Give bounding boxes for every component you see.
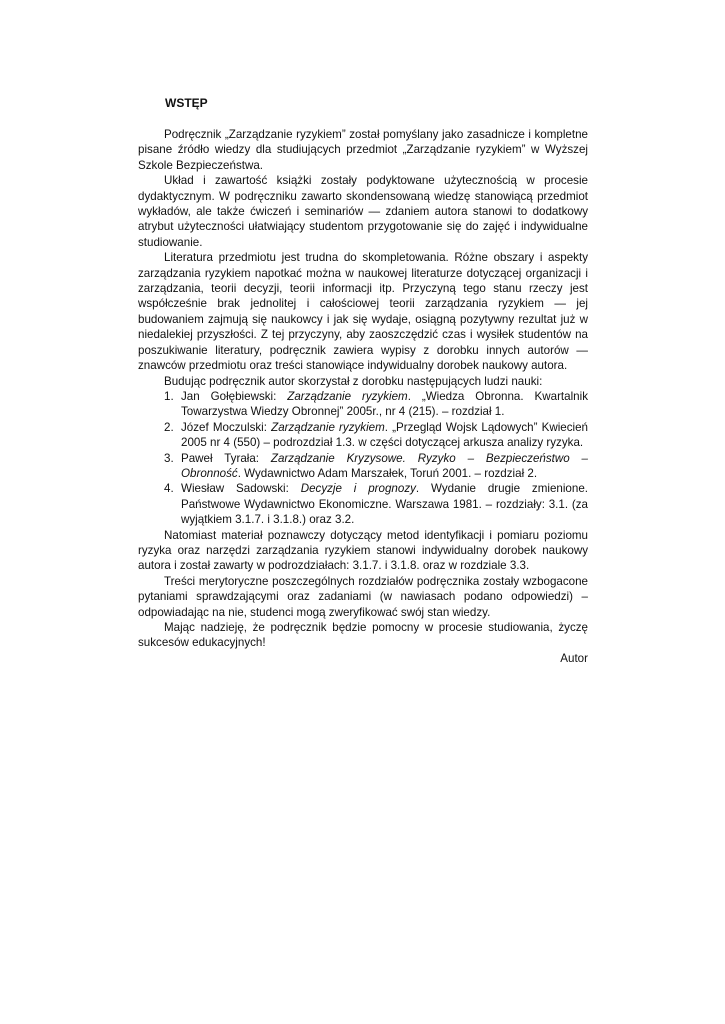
reference-details: . Wydanie drugie zmienione. Państwowe Wydawnictwo Ekonomiczne. Warszawa 1981. – rozdziały: 3.1. (za wyjątkiem 3.1.7. i 3.1.8.) oraz 3.2. [181,482,588,527]
paragraph-intro-4: Budując podręcznik autor skorzystał z dorobku następujących ludzi nauki: [164,374,543,388]
reference-details: . „Przegląd Wojsk Lądowych” Kwiecień 2005 nr 4 (550) – podrozdział 1.3. w części dotyczącej arkusza analizy ryzyka. [181,420,588,450]
paragraph-intro-3: Literatura przedmiotu jest trudna do skompletowania. Różne obszary i aspekty zarządzania ryzykiem napotkać można w naukowej literaturze dotyczącej organizacji i zarządzania, teorii decyzji, teorii informacji itp. Przyczyną tego stanu rzeczy jest współcześnie brak jednolitej i całościowej teorii zarządzania ryzykiem — jej budowaniem zajmują się naukowcy i jak się wydaje, osiągną pozytywny rezultat już w niedalekiej przyszłości. Z tej przyczyny, aby zaoszczędzić czas i wysiłek studentów na poszukiwanie literatury, podręcznik zawiera wypisy z dorobku innych autorów — znawców przedmiotu oraz treści stanowiące indywidualny dorobek naukowy autora. [138,251,588,373]
reference-details: . „Wiedza Obronna. Kwartalnik Towarzystwa Wiedzy Obronnej” 2005r., nr 4 (215). – rozdział 1. [181,389,588,419]
paragraph-intro-2: Układ i zawartość książki zostały podyktowane użytecznością w procesie dydaktycznym. W podręczniku zawarto skondensowaną wiedzę stanowiącą przedmiot wykładów, ale także ćwiczeń i seminariów — zdaniem autora stanowi to dodatkowy atrybut użyteczności ułatwiający studentom przygotowanie się do zajęć i indywidualne studiowanie. [138,174,588,249]
reference-author: Paweł Tyrała: [181,451,271,465]
reference-author: Wiesław Sadowski: [181,482,301,496]
paragraph-outro-2: Treści merytoryczne poszczególnych rozdziałów podręcznika zostały wzbogacone pytaniami sprawdzającymi oraz zadaniami (w nawiasach podano odpowiedzi) – odpowiadając na nie, studenci mogą zweryfikować swój stan wiedzy. [138,574,588,619]
reference-author: Jan Gołębiewski: [181,389,288,403]
reference-details: . Wydawnictwo Adam Marszałek, Toruń 2001. – rozdział 2. [237,466,538,480]
paragraph-outro-1: Natomiast materiał poznawczy dotyczący metod identyfikacji i pomiaru poziomu ryzyka oraz narzędzi zarządzania ryzykiem stanowi indywidualny dorobek naukowy autora i został zawarty w podrozdziałach: 3.1.7. i 3.1.8. oraz w rozdziale 3.3. [138,528,588,573]
reference-item [138,389,588,420]
reference-title: Decyzje i prognozy [300,482,416,496]
document-content [138,127,588,666]
author-signature: Autor [560,651,588,665]
document-body [138,96,588,666]
reference-number: 2. [164,420,174,434]
reference-title: Zarządzanie Kryzysowe. Ryzyko – Bezpieczeństwo – Obronność [181,451,588,480]
reference-item [138,420,588,451]
reference-title: Zarządzanie ryzykiem [287,389,408,403]
reference-title: Zarządzanie ryzykiem [271,420,385,434]
reference-author: Józef Moczulski: [181,420,272,434]
page-heading: WSTĘP [165,96,208,110]
reference-number: 1. [164,389,174,403]
reference-item [138,451,588,482]
reference-number: 4. [164,482,174,496]
paragraph-intro-1: Podręcznik „Zarządzanie ryzykiem” został pomyślany jako zasadnicze i kompletne pisane źródło wiedzy dla studiujących przedmiot „Zarządzanie ryzykiem” w Wyższej Szkole Bezpieczeństwa. [138,128,588,172]
reference-number: 3. [164,451,174,465]
paragraph-outro-3: Mając nadzieję, że podręcznik będzie pomocny w procesie studiowania, życzę sukcesów edukacyjnych! [138,621,588,650]
reference-list [138,389,588,528]
reference-item [138,481,588,527]
